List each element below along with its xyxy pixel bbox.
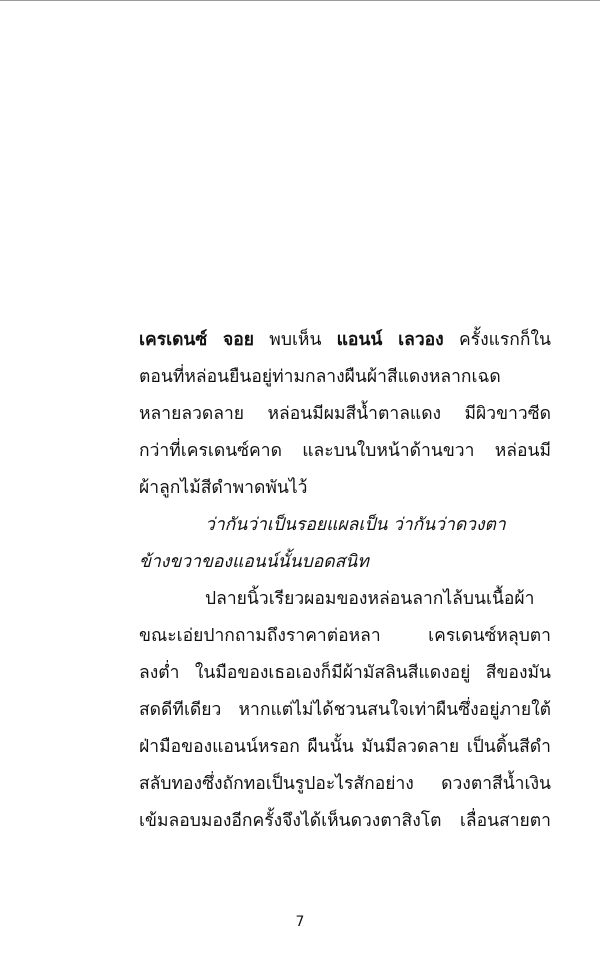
- text-span: พบเห็น: [254, 330, 337, 350]
- text-line: สดดีทีเดียว หากแต่ไม่ได้ชวนสนใจเท่าผืนซึ่งอยู่ภายใต้: [139, 700, 551, 720]
- text-line: ผ้าลูกไม้สีดำพาดพันไว้: [139, 478, 308, 498]
- character-name: แอนน์ เลวอง: [336, 330, 444, 350]
- italic-text-line: ข้างขวาของแอนน์นั้นบอดสนิท: [139, 552, 369, 572]
- top-border-line: [0, 0, 600, 1]
- text-line: หลายลวดลาย หล่อนมีผมสีน้ำตาลแดง มีผิวขาวซีด: [139, 404, 551, 424]
- text-line: ตอนที่หล่อนยืนอยู่ท่ามกลางผืนผ้าสีแดงหลากเฉด: [139, 367, 501, 387]
- text-line: [139, 322, 551, 359]
- text-line: ลงต่ำ ในมือของเธอเองก็มีผ้ามัสลินสีแดงอยู่ สีของมัน: [139, 663, 551, 683]
- page-number: 7: [295, 914, 305, 930]
- text-line: ฝ่ามือของแอนน์หรอก ผืนนั้น มันมีลวดลาย เป็นดิ้นสีดำ: [139, 737, 551, 757]
- text-line: ปลายนิ้วเรียวผอมของหล่อนลากไล้บนเนื้อผ้า: [205, 589, 535, 609]
- text-line: สลับทองซึ่งถักทอเป็นรูปอะไรสักอย่าง ดวงตาสีน้ำเงิน: [139, 774, 551, 794]
- text-span: ครั้งแรกก็ใน: [443, 330, 551, 350]
- text-line: กว่าที่เครเดนซ์คาด และบนใบหน้าด้านขวา หล่อนมี: [139, 441, 551, 461]
- text-line: ขณะเอ่ยปากถามถึงราคาต่อหลา เครเดนซ์หลุบตา: [139, 626, 551, 646]
- italic-text-line: ว่ากันว่าเป็นรอยแผลเป็น ว่ากันว่าดวงตา: [205, 515, 506, 535]
- character-name: เครเดนซ์ จอย: [139, 330, 255, 350]
- body-text: [139, 322, 551, 840]
- text-line: เข้มลอบมองอีกครั้งจึงได้เห็นดวงตาสิงโต เลื่อนสายตา: [139, 811, 551, 831]
